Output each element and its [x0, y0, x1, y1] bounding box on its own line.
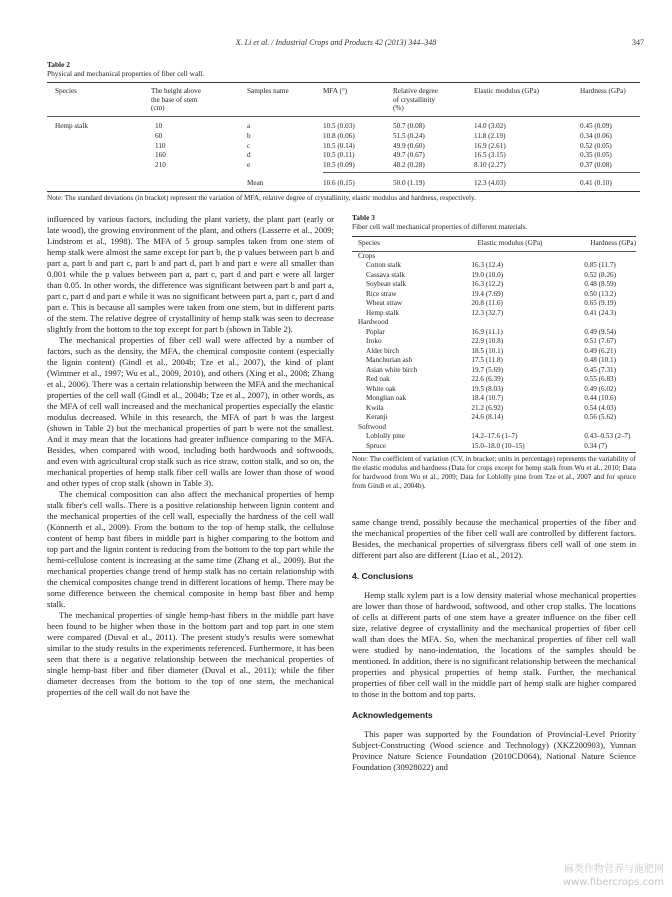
- table-3: [352, 213, 636, 491]
- height-cell: 210: [155, 161, 166, 170]
- table-cell: 0.48 (8.59): [584, 280, 617, 288]
- crystallinity-cell: 48.2 (0.28): [393, 161, 425, 170]
- table-row: [352, 328, 636, 338]
- group-row: [352, 318, 636, 328]
- table-3-title: Table 3: [352, 213, 375, 222]
- watermark-line: 麻类作物营养与施肥网: [564, 864, 664, 875]
- mean-modulus: 12.3 (4.03): [474, 179, 506, 187]
- table-cell: Hemp stalk: [366, 308, 399, 317]
- column-header: The height above: [151, 87, 201, 95]
- column-header: Species: [55, 87, 77, 95]
- table-cell: Alder birch: [366, 346, 399, 355]
- table-cell: Poplar: [366, 327, 385, 336]
- sample-cell: b: [247, 131, 251, 140]
- crystallinity-cell: 50.7 (0.08): [393, 122, 425, 130]
- mean-crystallinity: 50.0 (1.19): [393, 179, 425, 187]
- table-3-note: Note: The coefficient of variation (CV, in bracket; units in percentage) represents the variability of the elastic modulus and hardness (Data for crops except for hemp stalk from Wu et al., 2010; Data for hardwood from Wu et al., 2009; Data for Loblolly pine from Tze et al., 2007 and for spruce from Gindl et al., 2004b).: [352, 455, 636, 490]
- sample-cell: d: [247, 151, 251, 160]
- table-cell: Iroko: [366, 337, 382, 345]
- mean-hardness: 0.41 (0.10): [580, 179, 612, 187]
- table-cell: Cassava stalk: [366, 270, 405, 279]
- table-cell: 22.9 (10.8): [471, 337, 504, 345]
- table-row: [352, 432, 636, 442]
- running-header: [0, 38, 672, 50]
- table-cell: 0.54 (4.03): [584, 403, 617, 412]
- column-header: Hardness (GPa): [580, 87, 626, 95]
- paragraph: The chemical composition can also affect the mechanical properties of hemp stalk fiber's cell walls. There is a positive relationship between lignin content and the mechanical properties of the cell wall, especially the hardness of the cell wall (Konnerth et al., 2009). From the bottom to the top of hemp stalk, the cellulose content of hemp bast fibers in middle part is higher comparing to the bottom and top part and the lignin content is reducing from the bottom to the top part while the hemi-cellulose content is increasing at the same time (Zhang et al., 2009). But the mechanical properties change trend of hemp stalk has no certain relationship with the chemical composites change trend in different locations of hemp. There may be some difference between the chemical composite in hemp bast fiber and hemp stalk.: [47, 489, 334, 609]
- table-cell: 21.2 (6.92): [471, 403, 504, 412]
- table-row: [352, 337, 636, 347]
- group-row: [352, 423, 636, 433]
- section-heading-acknowledgements: Acknowledgements: [352, 710, 433, 720]
- table-cell: 17.5 (11.8): [471, 356, 503, 364]
- table-row: [352, 261, 636, 271]
- table-cell: 15.0–18.0 (10–15): [471, 441, 525, 450]
- table-cell: [584, 423, 636, 433]
- table-row: [352, 375, 636, 385]
- table-2-caption: Physical and mechanical properties of fiber cell wall.: [47, 69, 205, 78]
- table-cell: Manchurian ash: [366, 356, 413, 364]
- table-2-title: Table 2: [47, 60, 70, 69]
- table-cell: White oak: [366, 384, 396, 393]
- table-cell: Red oak: [366, 375, 390, 383]
- table-cell: 0.45 (7.31): [584, 365, 617, 374]
- modulus-cell: 16.5 (3.15): [474, 151, 506, 160]
- table-cell: 0.44 (10.6): [584, 394, 617, 402]
- table-2-note: Note: The standard deviations (in bracket) represent the variation of MFA, relative degree of crystallinity, elastic modulus and hardness, respectively.: [47, 194, 476, 202]
- table-cell: Hardwood: [358, 318, 389, 326]
- table-cell: 0.65 (9.19): [584, 299, 617, 307]
- table-row: [352, 347, 636, 357]
- crystallinity-cell: 51.5 (0.24): [393, 131, 425, 140]
- table-cell: Cotton stalk: [366, 261, 401, 269]
- table-row: [352, 385, 636, 395]
- table-cell: 0.51 (7.67): [584, 337, 617, 345]
- hardness-cell: 0.52 (0.05): [580, 141, 612, 150]
- mean-mfa: 10.6 (0.15): [323, 179, 355, 187]
- modulus-cell: 11.8 (2.19): [474, 131, 506, 140]
- table-cell: Keranji: [366, 413, 388, 421]
- column-header: Samples name: [247, 87, 289, 95]
- mfa-cell: 10.5 (0.11): [323, 151, 355, 160]
- table-row: [352, 442, 636, 452]
- table-cell: 0.49 (6.21): [584, 346, 617, 355]
- left-column: [47, 214, 334, 698]
- height-cell: 10: [155, 122, 163, 130]
- column-header: Elastic modulus (GPa): [474, 87, 540, 95]
- table-cell: 16.3 (12.2): [471, 280, 504, 288]
- mfa-cell: 10.5 (0.09): [323, 161, 355, 170]
- table-cell: 16.3 (12.4): [471, 261, 504, 269]
- table-cell: Rice straw: [366, 289, 397, 298]
- table-cell: 0.34 (7): [584, 441, 608, 450]
- paragraph: This paper was supported by the Foundation of Provincial-Level Priority Subject-Constructing (Wood science and Technology) (XKZ200903), Yunnan Province Nature Science Foundation (2010CD064), National Nature Science Foundation (30928022) and: [352, 729, 636, 772]
- paragraph: same change trend, possibly because the mechanical properties of the fiber and the mechanical properties of the fiber cell wall are controlled by different factors. Besides, the mechanical properties of silvergrass fibers cell wall of one stem in different part also are different (Liao et al., 2012).: [352, 517, 636, 560]
- table-cell: 0.50 (13.2): [584, 289, 617, 298]
- right-column: [352, 517, 636, 773]
- table-cell: 19.7 (5.69): [471, 365, 504, 374]
- table-cell: 0.41 (24.3): [584, 308, 617, 317]
- table-cell: 0.43–0.53 (2–7): [584, 432, 631, 440]
- sample-cell: a: [247, 122, 251, 130]
- table-cell: 0.52 (8.26): [584, 270, 617, 279]
- table-cell: 20.8 (11.6): [471, 299, 503, 307]
- table-cell: 19.0 (10.0): [471, 270, 504, 279]
- paragraph: influenced by various factors, including the plant variety, the plant part (early or late wood), the growing environment of the plant, and others (Lasserre et al., 2009; Lindstrom et al., 1998). The MFA of 5 group samples taken from one stem of hemp stalk were almost the same except for part b, the p values between part b and part a, part b and part c, part b and part d, part b and part e were all smaller than 0.001 while the p values between part a, part c, part d and part e were all larger than 0.05. In other words, the difference was significant between part b and part a, part c, part d and part e while it was no significant between part a, part c, part d and part e. This is because all samples were taken from one stem, but in different parts of the stem. The relative degree of crystallinity of hemp stalk was seen to decrease slightly from the bottom to the top except for part b (shown in Table 2).: [47, 214, 334, 334]
- table-3-caption: Fiber cell wall mechanical properties of different materials.: [352, 222, 528, 231]
- height-cell: 110: [155, 141, 166, 150]
- hardness-cell: 0.37 (0.08): [580, 161, 612, 170]
- table-cell: 18.4 (10.7): [471, 394, 504, 402]
- table-cell: [584, 251, 636, 261]
- modulus-cell: 16.9 (2.61): [474, 141, 506, 150]
- table-2: [47, 60, 640, 203]
- table-row: [352, 394, 636, 404]
- table-cell: 14.2–17.6 (1–7): [471, 432, 518, 440]
- paragraph: The mechanical properties of fiber cell wall were affected by a number of factors, such as the density, the MFA, the chemical composite content (especially the lignin content) (Gindl et al., 2004b; Tze et al., 2007), the kind of plant (Wimmer et al., 1997; Wu et al., 2009, 2010), and others (Xing et al., 2008; Zhang et al., 2006). There was a certain relationship between the MFA and the mechanical properties of the cell wall (Gindl et al., 2004b; Tze et al., 2007), in other words, as the MFA of cell wall increased and the mechanical properties especially the elastic modulus decreased. While in this research, the MFA of part b was the largest (shown in Table 2) but the mechanical properties of part b were not the smallest. And it may mean that the locations had greater influence comparing to the MFA. Besides, when compared with wood, including both hardwoods and softwoods, and even with agricultural crop stalk such as rice straw, cotton stalk, and so on, the mechanical properties of hemp stalk fiber cell walls are lower than those of wood and other types of crop stalk (shown in Table 3).: [47, 335, 334, 488]
- table-cell: 0.55 (6.83): [584, 375, 617, 383]
- table-cell: [471, 251, 584, 261]
- mean-label: Mean: [247, 179, 264, 187]
- column-header: of crystallinity: [393, 95, 436, 104]
- watermark-url: www.fibercrops.com: [562, 877, 664, 888]
- paragraph: Hemp stalk xylem part is a low density material whose mechanical properties are lower than those of hardwood, softwood, and other crop stalks. The locations of cells at different parts of one stem have a greater influence on the fiber cell size, relative degree of crystallinity and the mechanical properties of fiber cell wall than does the MFA. So, when the mechanical properties of fiber cell wall were studied by nano-indentation, the locations of the samples should be mentioned. In addition, there is no significant relationship between the mechanical properties and physical properties of hemp stalk. Further, the mechanical properties of fiber cell wall in the middle part of hemp stalk are higher compared to those in the bottom and top parts.: [352, 590, 636, 699]
- table-cell: Kwila: [366, 403, 384, 412]
- table-cell: [584, 318, 636, 328]
- table-cell: 0.49 (6.02): [584, 384, 617, 393]
- species-cell: Hemp stalk: [55, 122, 88, 130]
- modulus-cell: 8.10 (2.27): [474, 161, 506, 170]
- table-cell: Species: [352, 237, 471, 251]
- mfa-cell: 10.8 (0.06): [323, 131, 355, 140]
- table-row: [352, 280, 636, 290]
- table-cell: Monglian oak: [366, 394, 407, 402]
- table-cell: Softwood: [358, 422, 386, 431]
- table-cell: Elastic modulus (GPa): [471, 237, 584, 251]
- sample-cell: e: [247, 161, 251, 170]
- table-cell: 16.9 (11.1): [471, 327, 503, 336]
- table-cell: 19.4 (7.69): [471, 289, 504, 298]
- table-cell: Hardness (GPa): [584, 237, 636, 251]
- modulus-cell: 14.0 (3.02): [474, 122, 506, 130]
- table-cell: 0.56 (5.62): [584, 413, 617, 421]
- table-row: [352, 366, 636, 376]
- mfa-cell: 10.5 (0.03): [323, 122, 355, 130]
- table-cell: 0.85 (11.7): [584, 261, 616, 269]
- table-row: [352, 299, 636, 309]
- table-cell: [471, 423, 584, 433]
- column-header: (%): [393, 104, 404, 113]
- table-cell: Wheat straw: [366, 299, 403, 307]
- group-row: [352, 251, 636, 261]
- journal-citation: X. Li et al. / Industrial Crops and Products 42 (2013) 344–348: [235, 38, 437, 47]
- table-cell: Soybean stalk: [366, 280, 407, 288]
- page-number: 347: [632, 38, 644, 47]
- header-row: [352, 237, 636, 251]
- paragraph: The mechanical properties of single hemp-bast fibers in the middle part have been found to be higher when those in the bottom part and top part in one stem were compared (Duval et al., 2011). The present study's results were somewhat similar to the study results in the experiments referenced. Furthermore, it has been seen that there is a negative relationship between the mechanical properties of single hemp-bast fiber and fiber diameter (Duval et al., 2011); while the fiber diameter decreases from the bottom to the top of one stem, the mechanical properties of the cell wall do not have the: [47, 610, 334, 697]
- height-cell: 160: [155, 151, 166, 160]
- section-heading-conclusions: 4. Conclusions: [352, 571, 414, 581]
- table-cell: 24.6 (8.14): [471, 413, 504, 421]
- table-cell: Loblolly pine: [366, 432, 405, 440]
- sample-cell: c: [247, 141, 251, 150]
- watermark: [563, 863, 664, 889]
- table-cell: 0.49 (9.54): [584, 327, 617, 336]
- table-row: [352, 356, 636, 366]
- mfa-cell: 10.5 (0.14): [323, 141, 355, 150]
- column-header: (cm): [151, 104, 165, 113]
- hardness-cell: 0.45 (0.09): [580, 122, 612, 130]
- hardness-cell: 0.34 (0.06): [580, 131, 612, 140]
- table-row: [352, 404, 636, 414]
- table-row: [352, 309, 636, 319]
- table-cell: Asian white birch: [366, 365, 418, 374]
- table-cell: 22.6 (6.39): [471, 375, 504, 383]
- table-cell: Spruce: [366, 441, 386, 450]
- table-cell: [471, 318, 584, 328]
- crystallinity-cell: 49.7 (0.67): [393, 151, 425, 160]
- table-cell: 18.5 (10.1): [471, 346, 504, 355]
- table-3-grid: [352, 237, 636, 451]
- table-cell: 12.3 (32.7): [471, 308, 504, 317]
- hardness-cell: 0.35 (0.05): [580, 151, 612, 160]
- table-cell: 0.48 (10.1): [584, 356, 617, 364]
- table-row: [352, 290, 636, 300]
- table-cell: Crops: [358, 251, 376, 260]
- height-cell: 60: [155, 131, 163, 140]
- table-row: [352, 271, 636, 281]
- crystallinity-cell: 49.9 (0.60): [393, 141, 425, 150]
- column-header: Relative degree: [393, 87, 438, 95]
- table-cell: 19.5 (8.03): [471, 384, 504, 393]
- table-2-body: [47, 82, 640, 191]
- column-header: MFA (°): [323, 87, 348, 95]
- table-row: [352, 413, 636, 423]
- column-header: the base of stem: [151, 95, 198, 104]
